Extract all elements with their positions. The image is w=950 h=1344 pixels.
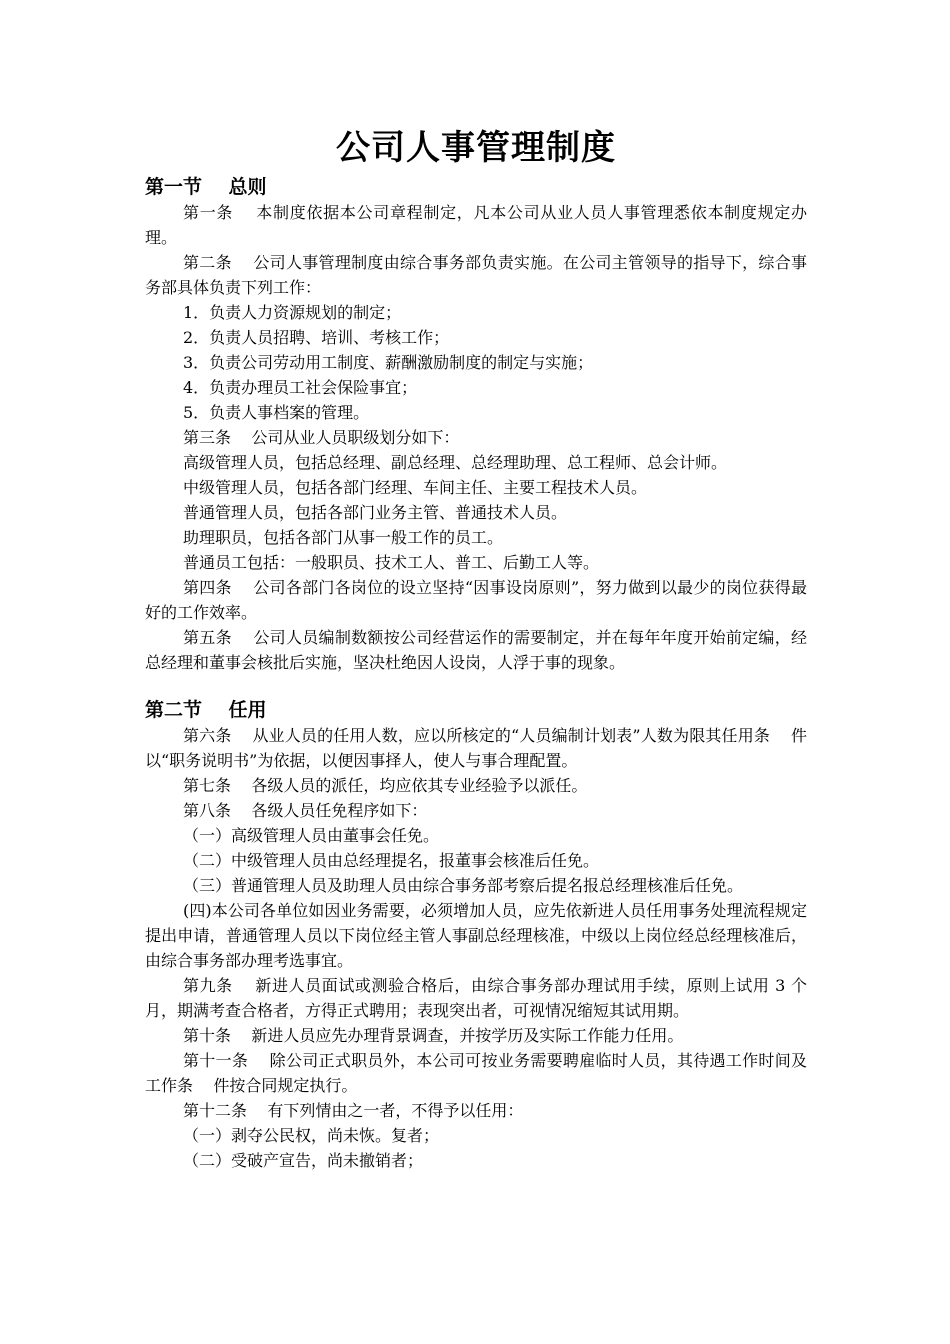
list-item: 1．负责人力资源规划的制定； — [183, 303, 402, 322]
article-6: 第六条 从业人员的任用人数，应以所核定的“人员编制计划表”人数为限其任用条 件以“职务说明书”为依据，以便因事择人，使人与事合理配置。 — [145, 726, 807, 770]
article-10: 第十条 新进人员应先办理背景调查，并按学历及实际工作能力任用。 — [183, 1026, 684, 1045]
article-4: 第四条 公司各部门各岗位的设立坚持“因事设岗原则”，努力做到以最少的岗位获得最好的工作效率。 — [145, 578, 807, 622]
list-item: （二）中级管理人员由总经理提名，报董事会核准后任免。 — [183, 851, 600, 870]
rank-item: 助理职员，包括各部门从事一般工作的员工。 — [183, 528, 504, 547]
list-item: 4．负责办理员工社会保险事宜； — [183, 378, 418, 397]
list-item: （一）剥夺公民权，尚未恢。复者； — [183, 1126, 440, 1145]
list-item: (四)本公司各单位如因业务需要，必须增加人员，应先依新进人员任用事务处理流程规定提出申请，普通管理人员以下岗位经主管人事副总经理核准，中级以上岗位经总经理核准后，由综合事务部办理考选事宜。 — [145, 901, 807, 970]
list-item: 3．负责公司劳动用工制度、薪酬激励制度的制定与实施； — [183, 353, 594, 372]
rank-item: 普通管理人员，包括各部门业务主管、普通技术人员。 — [183, 503, 568, 522]
article-9: 第九条 新进人员面试或测验合格后，由综合事务部办理试用手续，原则上试用 3 个月，期满考查合格者，方得正式聘用；表现突出者，可视情况缩短其试用期。 — [145, 976, 807, 1020]
list-item: （三）普通管理人员及助理人员由综合事务部考察后提名报总经理核准后任免。 — [183, 876, 744, 895]
article-3: 第三条 公司从业人员职级划分如下： — [183, 428, 460, 447]
article-5: 第五条 公司人员编制数额按公司经营运作的需要制定，并在每年年度开始前定编，经总经理和董事会核批后实施，坚决杜绝因人设岗，人浮于事的现象。 — [145, 628, 807, 672]
document-page — [145, 126, 807, 1173]
list-item: （二）受破产宣告，尚未撤销者； — [183, 1151, 424, 1170]
rank-item: 中级管理人员，包括各部门经理、车间主任、主要工程技术人员。 — [183, 478, 648, 497]
section-appointment — [145, 697, 807, 1173]
list-item: 2．负责人员招聘、培训、考核工作； — [183, 328, 450, 347]
article-1: 第一条 本制度依据本公司章程制定，凡本公司从业人员人事管理悉依本制度规定办理。 — [145, 203, 807, 247]
article-7: 第七条 各级人员的派任，均应依其专业经验予以派任。 — [183, 776, 588, 795]
rank-item: 高级管理人员，包括总经理、副总经理、总经理助理、总工程师、总会计师。 — [183, 453, 728, 472]
section-general — [145, 174, 807, 675]
article-12: 第十二条 有下列情由之一者，不得予以任用： — [183, 1101, 524, 1120]
section-heading: 第一节 总则 — [145, 176, 267, 198]
rank-item: 普通员工包括：一般职员、技术工人、普工、后勤工人等。 — [183, 553, 600, 572]
document-title: 公司人事管理制度 — [336, 128, 616, 168]
list-item: （一）高级管理人员由董事会任免。 — [183, 826, 440, 845]
list-item: 5．负责人事档案的管理。 — [183, 403, 370, 422]
article-8: 第八条 各级人员任免程序如下： — [183, 801, 428, 820]
article-2: 第二条 公司人事管理制度由综合事务部负责实施。在公司主管领导的指导下，综合事务部具体负责下列工作： — [145, 253, 807, 297]
article-11: 第十一条 除公司正式职员外，本公司可按业务需要聘雇临时人员，其待遇工作时间及工作条 件按合同规定执行。 — [145, 1051, 807, 1095]
section-heading: 第二节 任用 — [145, 699, 267, 721]
